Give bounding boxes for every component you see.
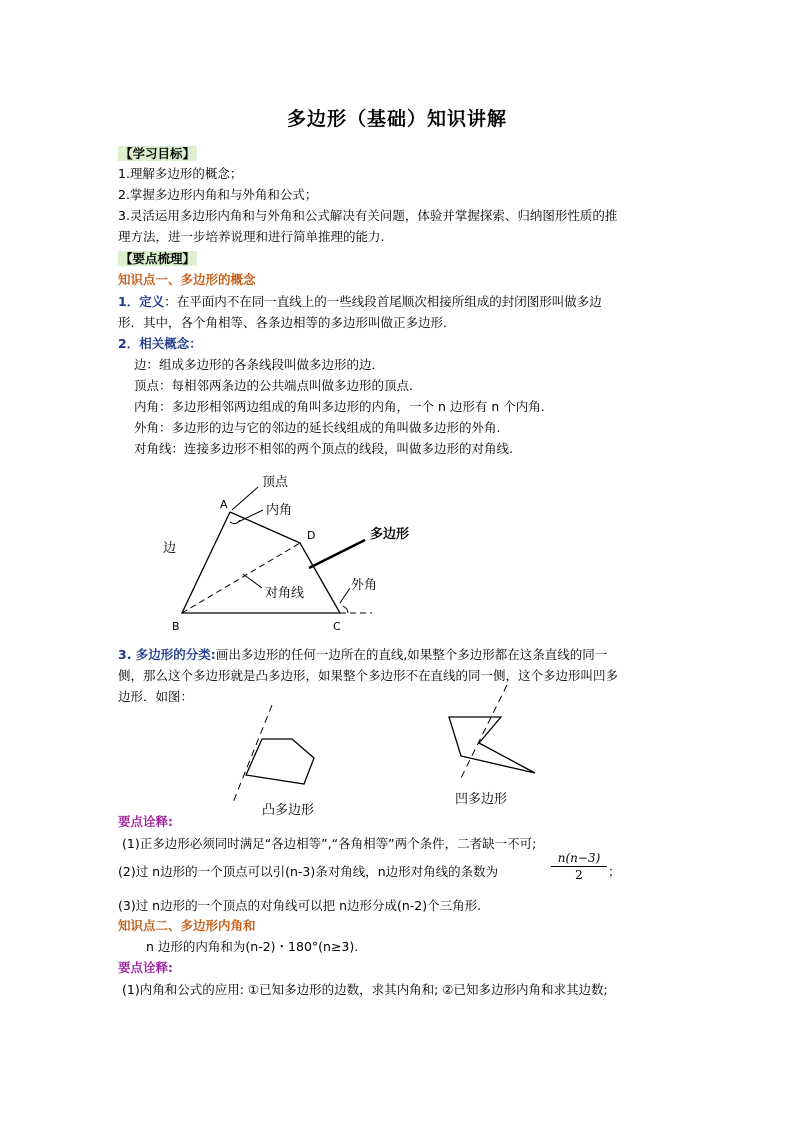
goal-item: 2.掌握多边形内角和与外角和公式； [118,187,318,202]
kp2-note-1: (1)内角和公式的应用: ①已知多边形的边数，求其内角和; ②已知多边形内角和求其边数; [122,982,608,997]
fraction-numerator: n(n−3) [551,851,607,867]
label-interior: 内角 [266,503,293,518]
concept-exterior-angle: 外角：多边形的边与它的邻边的延长线组成的角叫做多边形的外角. [134,420,501,435]
concept-vertex: 顶点：每相邻两条边的公共端点叫做多边形的顶点． [134,378,422,393]
classification-text-2: 侧，那么这个多边形就是凸多边形，如果整个多边形不在直线的同一侧，这个多边形叫凹多 [118,668,619,683]
classification-label: 3. 多边形的分类: [118,647,216,662]
kp2-formula: n 边形的内角和为(n-2)・180°(n≥3). [146,939,359,954]
polygon-figure [163,474,410,633]
label-vertex: 顶点 [262,475,289,490]
kp2-notes-title: 要点诠释: [118,960,173,975]
concepts-label: 2．相关概念： [118,336,202,351]
quadrilateral [182,512,340,613]
convex-pentagon [246,739,314,784]
exterior-pointer [340,588,350,603]
label-diagonal: 对角线 [265,586,305,601]
summary-header: 【要点梳理】 [120,251,196,266]
label-side: 边 [163,541,177,556]
fraction-denominator: 2 [575,868,583,882]
convex-label: 凸多边形 [262,803,315,818]
exterior-angle-arc [343,606,348,613]
definition-label: 1．定义 [118,294,165,309]
label-A: A [220,498,228,511]
concave-figure [449,685,535,780]
polygon-pointer [309,540,365,568]
classification-text: 画出多边形的任何一边所在的直线,如果整个多边形都在这条直线的同一 [215,647,608,662]
kp1-note-1: (1)正多边形必须同时满足“各边相等”,“各角相等”两个条件，二者缺一不可; [122,836,537,851]
kp1-note-3: (3)过 n边形的一个顶点的对角线可以把 n边形分成(n-2)个三角形. [118,898,482,913]
concept-side: 边：组成多边形的各条线段叫做多边形的边． [134,357,385,372]
goals-header: 【学习目标】 [120,146,196,161]
concave-polygon [449,717,535,773]
label-exterior: 外角 [351,578,378,593]
label-polygon: 多边形 [370,527,410,542]
goal-item: 1.理解多边形的概念； [118,166,243,181]
kp1-notes-title: 要点诠释: [118,814,173,829]
convex-side-line [232,705,272,805]
page-title: 多边形（基础）知识讲解 [286,108,507,130]
classification-text-3: 边形．如图： [118,689,194,704]
concept-diagonal: 对角线：连接多边形不相邻的两个顶点的线段，叫做多边形的对角线. [134,441,513,456]
definition-text-2: 形．其中，各个角相等、各条边相等的多边形叫做正多边形． [118,315,456,330]
classification-row [118,645,607,664]
goal-item: 3.灵活运用多边形内角和与外角和公式解决有关问题，体验并掌握探索、归纳图形性质的推 [118,208,618,223]
label-B: B [172,620,180,633]
diagonal-count-fraction [551,851,607,882]
kp1-note-2: (2)过 n边形的一个顶点可以引(n-3)条对角线，n边形对角线的条数为 [118,864,499,879]
label-D: D [307,529,316,542]
definition-text: ：在平面内不在同一直线上的一些线段首尾顺次相接所组成的封闭图形叫做多边 [164,294,602,309]
vertex-pointer [232,487,258,510]
fraction-tail: ； [608,864,621,879]
concave-label: 凹多边形 [455,792,508,807]
interior-pointer [238,510,263,522]
kp2-title: 知识点二、多边形内角和 [118,918,256,933]
diagonal-pointer [243,574,262,588]
label-C: C [333,620,341,633]
kp1-title: 知识点一、多边形的概念 [118,272,256,287]
concept-interior-angle: 内角：多边形相邻两边组成的角叫多边形的内角，一个 n 边形有 n 个内角. [134,399,545,414]
convex-figure [232,705,314,805]
goal-item: 理方法，进一步培养说理和进行简单推理的能力. [118,229,385,244]
diagonal-line [182,543,300,613]
concave-side-line [460,685,507,780]
